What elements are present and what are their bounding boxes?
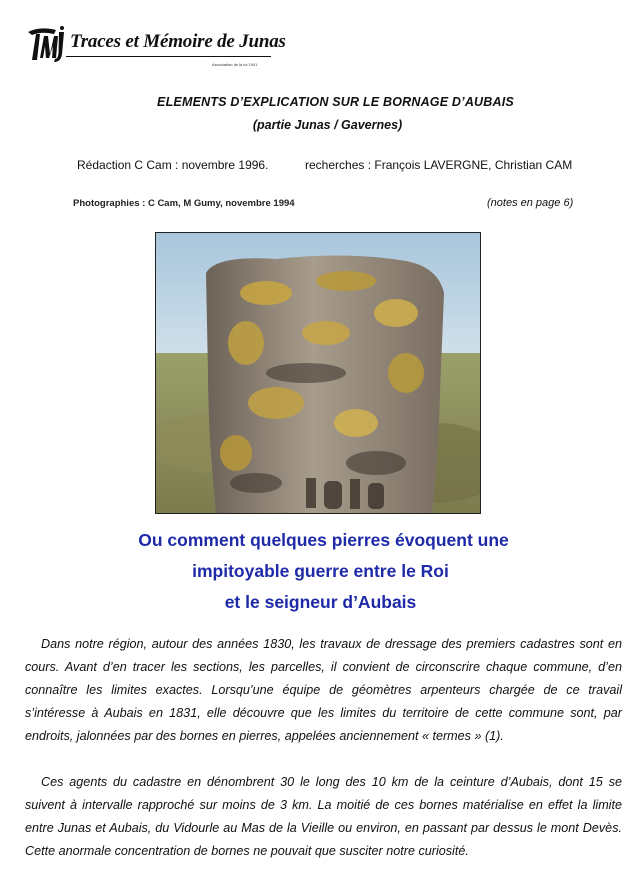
redaction-credit: Rédaction C Cam : novembre 1996.	[77, 158, 269, 172]
tmj-monogram-icon	[26, 24, 66, 64]
logo-underline	[66, 56, 271, 57]
headline-line-1: Ou comment quelques pierres évoquent une	[138, 530, 509, 550]
headline-line-2: impitoyable guerre entre le Roi	[192, 561, 449, 581]
research-credit: recherches : François LAVERGNE, Christian CAM	[305, 158, 573, 172]
body-paragraph-1	[25, 633, 622, 748]
paragraph-1-text: Dans notre région, autour des années 1830, les travaux de dressage des premiers cadastres sont en cours. Avant d’en tracer les sections, les parcelles, il convient de circonscrire chaque commune, d’en connaître les limites exactes. Lorsqu’une équipe de géomètres arpenteurs chargée de ce travail s’intéresse à Aubais en 1831, elle découvre que les limites du territoire de cette commune sont, par endroits, jalonnées par des bornes en pierres, appelées anciennement « termes » (1).	[25, 637, 622, 743]
association-logo	[26, 22, 286, 70]
photo-credit: Photographies : C Cam, M Gumy, novembre 1994	[73, 198, 295, 209]
logo-subtitle: Association de la loi 1901	[212, 62, 258, 67]
body-paragraph-2	[25, 771, 622, 863]
paragraph-2-text: Ces agents du cadastre en dénombrent 30 le long des 10 km de la ceinture d’Aubais, dont 15 se suivent à intervalle rapproché sur moins de 3 km. La moitié de ces bornes matérialise en effet la limite entre Junas et Aubais, du Vidourle au Mas de la Vieille ou environ, en passant par dessus le mont Devès. Cette anormale concentration de bornes ne pouvait que susciter notre curiosité.	[25, 775, 622, 858]
logo-title: Traces et Mémoire de Junas	[70, 31, 286, 52]
headline-line-3: et le seigneur d’Aubais	[224, 592, 417, 612]
boundary-stone-image	[156, 233, 480, 513]
document-title: ELEMENTS D’EXPLICATION SUR LE BORNAGE D’AUBAIS	[157, 95, 514, 109]
boundary-stone-photo	[155, 232, 481, 514]
document-subtitle: (partie Junas / Gavernes)	[252, 118, 403, 132]
notes-reference: (notes en page 6)	[487, 197, 574, 209]
